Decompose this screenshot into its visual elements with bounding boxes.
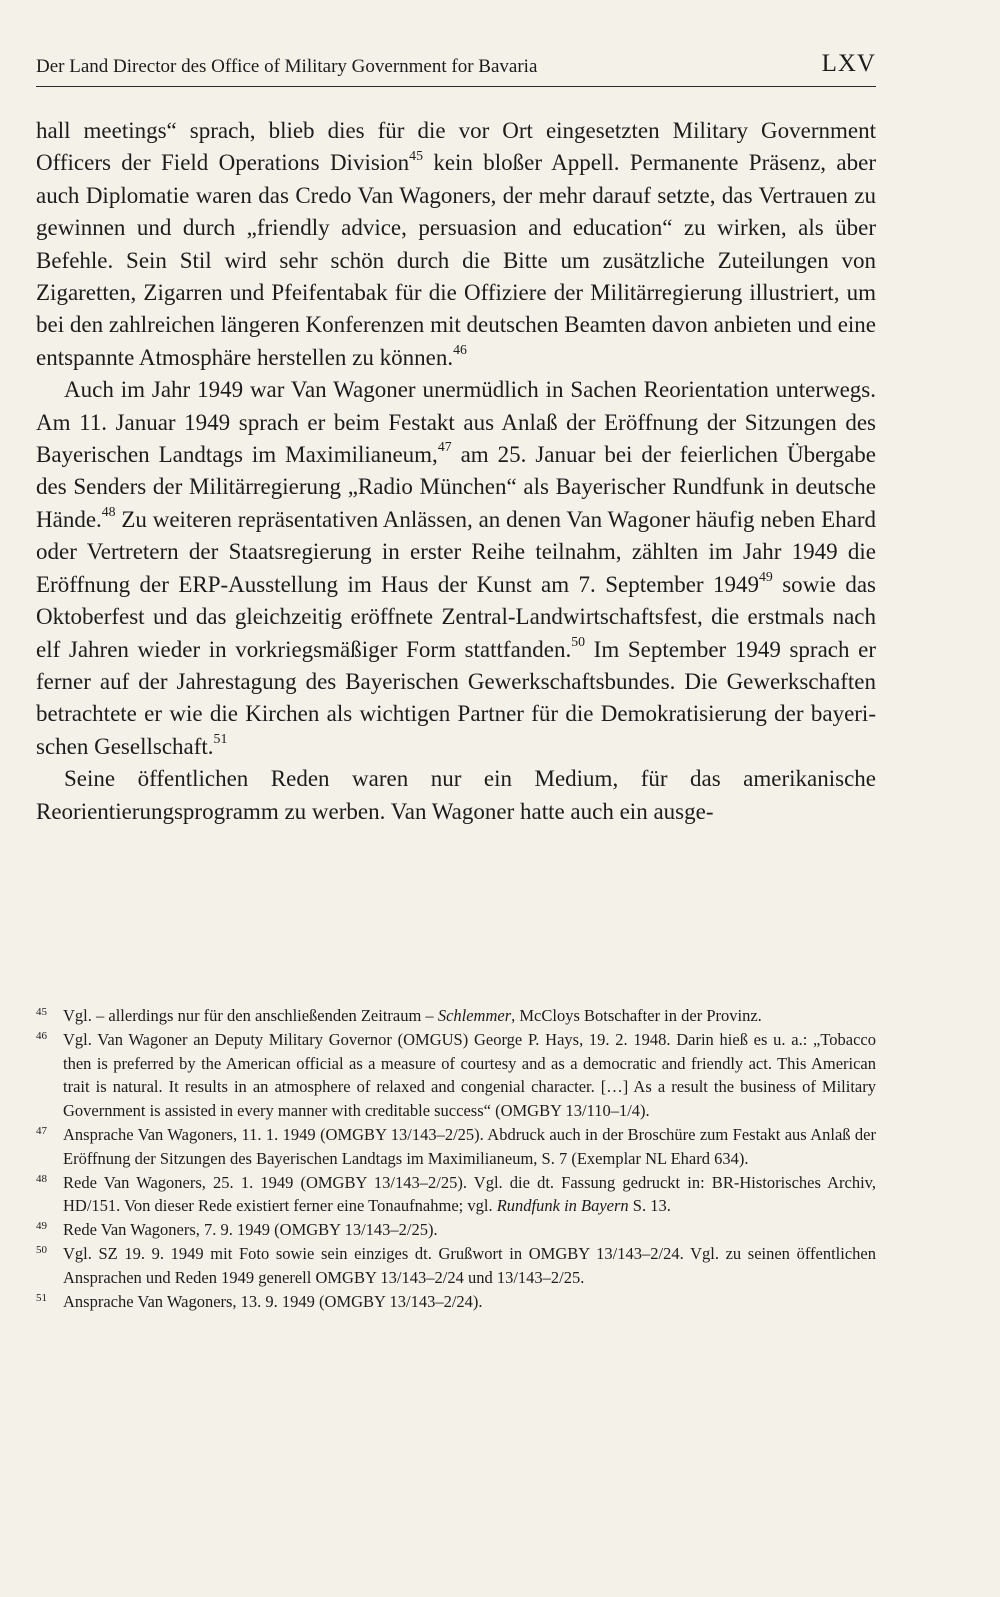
text-segment: kein bloßer Appell. Permanente Präsenz, aber auch Diplomatie waren das Credo Van Wagoners, der mehr darauf setzte, das Vertrauen zu gewinnen und durch „friendly advice, persuasion and education“ zu wirken, als über Befehle. Sein Stil wird sehr schön durch die Bitte um zusätzliche Zuteilungen von Zigaretten, Zigarren und Pfeifentabak für die Offiziere der Militärregierung illustriert, um bei den zahlreichen längeren Konferenzen mit deutschen Beamten davon anbieten und eine entspannte Atmosphäre herstellen zu können. — [36, 150, 876, 370]
footnote-reference: 48 — [101, 504, 116, 520]
footnote-number: 48 — [36, 1172, 47, 1185]
text-segment: Zu weiteren repräsentativen Anlässen, an denen Van Wagoner häufig neben Ehard oder Vertretern der Staatsregierung in erster Reihe teilnahm, zählten im Jahr 1949 die Eröffnung der ERP-Ausstellung im Haus der Kunst am 7. September 1949 — [36, 506, 876, 597]
footnote-text — [63, 1173, 876, 1216]
footnote-reference: 45 — [409, 147, 423, 163]
footnote-text — [63, 1220, 438, 1239]
cited-title: Schlemmer — [437, 1006, 512, 1025]
footnote — [36, 1028, 876, 1123]
footnote-reference: 49 — [759, 568, 773, 584]
footnote-reference: 46 — [453, 342, 467, 358]
footnote-number: 47 — [36, 1124, 47, 1137]
footnote — [36, 1004, 876, 1028]
running-title: Der Land Director des Office of Military Government for Bavaria — [36, 56, 538, 77]
footnote-text — [63, 1244, 876, 1287]
footnote — [36, 1171, 876, 1219]
footnote-number: 51 — [36, 1291, 47, 1304]
text-segment: Ansprache Van Wagoners, 11. 1. 1949 (OMGBY 13/143–2/25). Abdruck auch in der Broschüre zum Festakt aus Anlaß der Eröffnung der Sitzungen des Bayerischen Landtags im Maximilianeum, S. 7 (Exemplar NL Ehard 634). — [63, 1124, 876, 1168]
text-segment: Rede Van Wagoners, 7. 9. 1949 (OMGBY 13/143–2/25). — [63, 1220, 438, 1240]
footnote-number: 49 — [36, 1220, 47, 1233]
footnote-reference: 47 — [437, 439, 452, 455]
body-text — [36, 115, 876, 828]
text-segment: Rede Van Wagoners, 25. 1. 1949 (OMGBY 13/143–2/25). Vgl. die dt. Fassung gedruckt in: BR-Historisches Archiv, HD/151. Von dieser Rede existiert ferner eine Tonaufnahme; vgl. — [63, 1172, 876, 1216]
body-paragraph — [36, 115, 876, 374]
text-segment: hall meetings“ sprach, blieb dies für die vor Ort eingesetzten Military Government Officers der Field Operations Division — [36, 118, 876, 176]
cited-title: Rundfunk in Bayern — [496, 1196, 629, 1216]
text-segment: Auch im Jahr 1949 war Van Wagoner unermüdlich in Sachen Reorientation unterwegs. Am 11. Januar 1949 sprach er beim Festakt aus Anlaß der Eröffnung der Sitzungen des Bayerischen Landtags im Maximilianeum, — [36, 377, 876, 468]
page-header — [36, 50, 876, 87]
footnote — [36, 1123, 876, 1171]
footnotes — [36, 1004, 876, 1313]
footnote-reference: 50 — [571, 633, 586, 649]
text-segment: Vgl. – allerdings nur für den anschließenden Zeitraum – — [63, 1006, 438, 1025]
footnote-text — [63, 1292, 483, 1311]
page-number: LXV — [821, 50, 876, 77]
footnote-text — [63, 1006, 762, 1025]
text-segment: Seine öffentlichen Reden waren nur ein Medium, für das amerikanische Reorientierungsprogramm zu werben. Van Wagoner hatte auch ein ausge- — [36, 766, 876, 824]
body-paragraph — [36, 374, 876, 763]
text-segment: Vgl. SZ 19. 9. 1949 mit Foto sowie sein einziges dt. Grußwort in OMGBY 13/143–2/24. Vgl. zu seinen öffentlichen Ansprachen und Reden 1949 generell OMGBY 13/143–2/24 und 13/143–2/25. — [63, 1243, 876, 1287]
footnote-text — [63, 1125, 876, 1168]
text-segment: am 25. Januar bei der feierlichen Übergabe des Senders der Militärregierung „Radio München“ als Bayerischer Rundfunk in deutsche Hände. — [36, 442, 876, 532]
body-paragraph — [36, 763, 876, 828]
footnote — [36, 1218, 876, 1242]
footnote-number: 45 — [36, 1006, 47, 1018]
footnote — [36, 1242, 876, 1290]
text-segment: Ansprache Van Wagoners, 13. 9. 1949 (OMGBY 13/143–2/24). — [63, 1291, 483, 1311]
text-segment: , McCloys Botschafter in der Provinz. — [511, 1006, 762, 1025]
text-segment: sowie das Oktoberfest und das gleichzeitig eröffnete Zentral-Landwirtschaftsfest, die erstmals nach elf Jahren wieder in vorkriegsmäßiger Form stattfanden. — [36, 571, 876, 662]
text-segment: Im September 1949 sprach er ferner auf der Jahrestagung des Bayerischen Gewerkschaftsbundes. Die Gewerkschaften betrachtete er wie die Kirchen als wichtigen Partner für die Demokratisierung der bayerischen Gesellschaft. — [36, 636, 876, 759]
footnote — [36, 1290, 876, 1314]
text-segment: S. 13. — [628, 1196, 671, 1216]
footnote-number: 50 — [36, 1243, 47, 1256]
footnote-reference: 51 — [213, 731, 228, 746]
footnote-text — [63, 1030, 876, 1120]
footnote-number: 46 — [36, 1029, 47, 1042]
text-segment: Vgl. Van Wagoner an Deputy Military Governor (OMGUS) George P. Hays, 19. 2. 1948. Darin hieß es u. a.: „Tobacco then is preferred by the American official as a measure of courtesy and as a democratic and friendly act. This American trait is natural. It results in an atmosphere of relaxed and congenial character. […] As a result the business of Military Government is assisted in every manner with creditable success“ (OMGBY 13/110–1/4). — [63, 1029, 876, 1121]
